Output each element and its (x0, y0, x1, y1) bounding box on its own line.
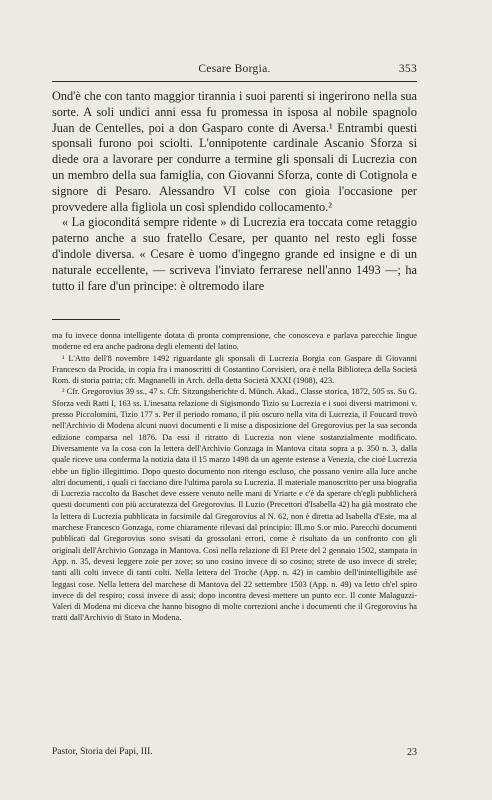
footnote-1: ¹ L'Atto dell'8 novembre 1492 riguardante gli sponsali di Lucrezia Borgia con Gaspare di Giovanni Francesco da Procida, in copia fra i manoscritti di Costantino Corvisieri, ora è nella Biblioteca della Società Rom. di storia patria; cfr. Magnanelli in Arch. della detta Società XXXI (1908), 423. (52, 353, 417, 386)
footer-signature: Pastor, Storia dei Papi, III. (52, 747, 153, 757)
footnote-2: ² Cfr. Gregorovius 39 ss., 47 s. Cfr. Sitzungsberichte d. Münch. Akad., Classe storica, 1872, 505 ss. Su G. Sforza vedi Ratti I, 163 ss. L'inesatta relazione di Sigismondo Tizio su Lucrezia e i suoi diversi matrimoni v. presso Piccolomini, Tizio 177 s. Per il periodo romano, il più oscuro nella vita di Lucrezia, il Foucard trovò nell'Archivio di Modena alcuni nuovi documenti e li mise a disposizione del Gregorovius per la sua seconda edizione comparsa nel 1876. Da essi il ritratto di Lucrezia non viene sostanzialmente modificato. Diversamente va la cosa con la lettera dell'Archivio Gonzaga in Mantova citata sopra a p. 350 n. 3, dalla quale riceve una conferma la notizia data il 15 marzo 1498 da un agente estense a Venezia, che cioè Lucrezia ebbe un figlio illegittimo. Dopo questo documento non ritengo escluso, che possano venire alla luce anche altri documenti, i quali ci facciano dire l'ultima parola su Lucrezia. Il materiale manoscritto per una biografia di Lucrezia raccolto da Baschet deve essere venuto nelle mani di Yriarte e c'è da sperare ch'egli pubblicherà questi documenti con più accuratezza del Gregorovius. Il Luzio (Precettori d'Isabella 42) ha già mostrato che la lettera di Lucrezia pubblicata in facsimile dal Gregorovius al N. 62, non è diretta ad Isabella d'Este, ma al marchese Francesco Gonzaga, come chiaramente rilevasi dal principio: Ill.mo S.or mio. Parecchi documenti pubblicati dal Gregorovius sono svisati da grossolani errori, come è risultato da un confronto con gli originali dell'Archivio Gonzaga in Mantova. Così nella relazione di El Prete del 2 gennaio 1502, stampata in App. n. 35, devesi leggere zoie per zove; so uno cosino invece di so cosino; strete de uso invece di strele; tanti alli colti invece di tanti colti. Nella lettera del Troche (App. n. 42) in cambio dell'inintelligibile asé leggasi cose. Nella lettera del marchese di Mantova del 22 settembre 1503 (App. n. 49) va letto ch'el spiro invece di del respiro; cossi invece di assi; dopo incontra devesi mettere un punto ecc. Il conte Malaguzzi-Valeri di Modena mi diceva che hanno bisogno di molte correzioni anche i documenti che il Gregorovius ha tratti dall'Archivio di Stato in Modena. (52, 387, 417, 623)
footnotes (52, 330, 417, 624)
signature-number: 23 (407, 747, 417, 758)
running-title: Cesare Borgia. (198, 63, 271, 75)
paragraph-2: « La gioconditá sempre ridente » di Lucrezia era toccata come retaggio paterno anche a suo fratello Cesare, per quanto nel resto egli fosse d'indole diversa. « Cesare è uomo d'ingegno grande ed insigne e di un naturale eccellente, — scriveva l'inviato ferrarese nell'anno 1493 —; ha tutto il fare d'un principe: è oltremodo ilare (52, 215, 417, 293)
page-footer (52, 747, 417, 761)
main-text (52, 89, 417, 294)
footnote-continuation: ma fu invece donna intelligente dotata di pronta comprensione, che conosceva e parlava parecchie lingue moderne ed era anche padrona degli elementi del latino. (52, 331, 417, 352)
header-rule (52, 81, 417, 82)
page-number: 353 (398, 63, 417, 75)
running-header (52, 63, 417, 79)
paragraph-1: Ond'è che con tanto maggior tirannia i suoi parenti si ingerirono nella sua sorte. A soli undici anni essa fu promessa in isposa al nobile spagnolo Juan de Centelles, poi a don Gasparo conte di Aversa.¹ Entrambi questi sponsali furono poi sciolti. L'onnipotente cardinale Ascanio Sforza si diede ora a lavorare per condurre a termine gli sponsali di Lucrezia con un membro della sua famiglia, con Giovanni Sforza, conte di Cotignola e signore di Pesaro. Alessandro VI colse con gioia l'occasione per provvedere alla figliola un così splendido collocamento.² (52, 89, 417, 214)
footnote-rule (52, 319, 120, 320)
